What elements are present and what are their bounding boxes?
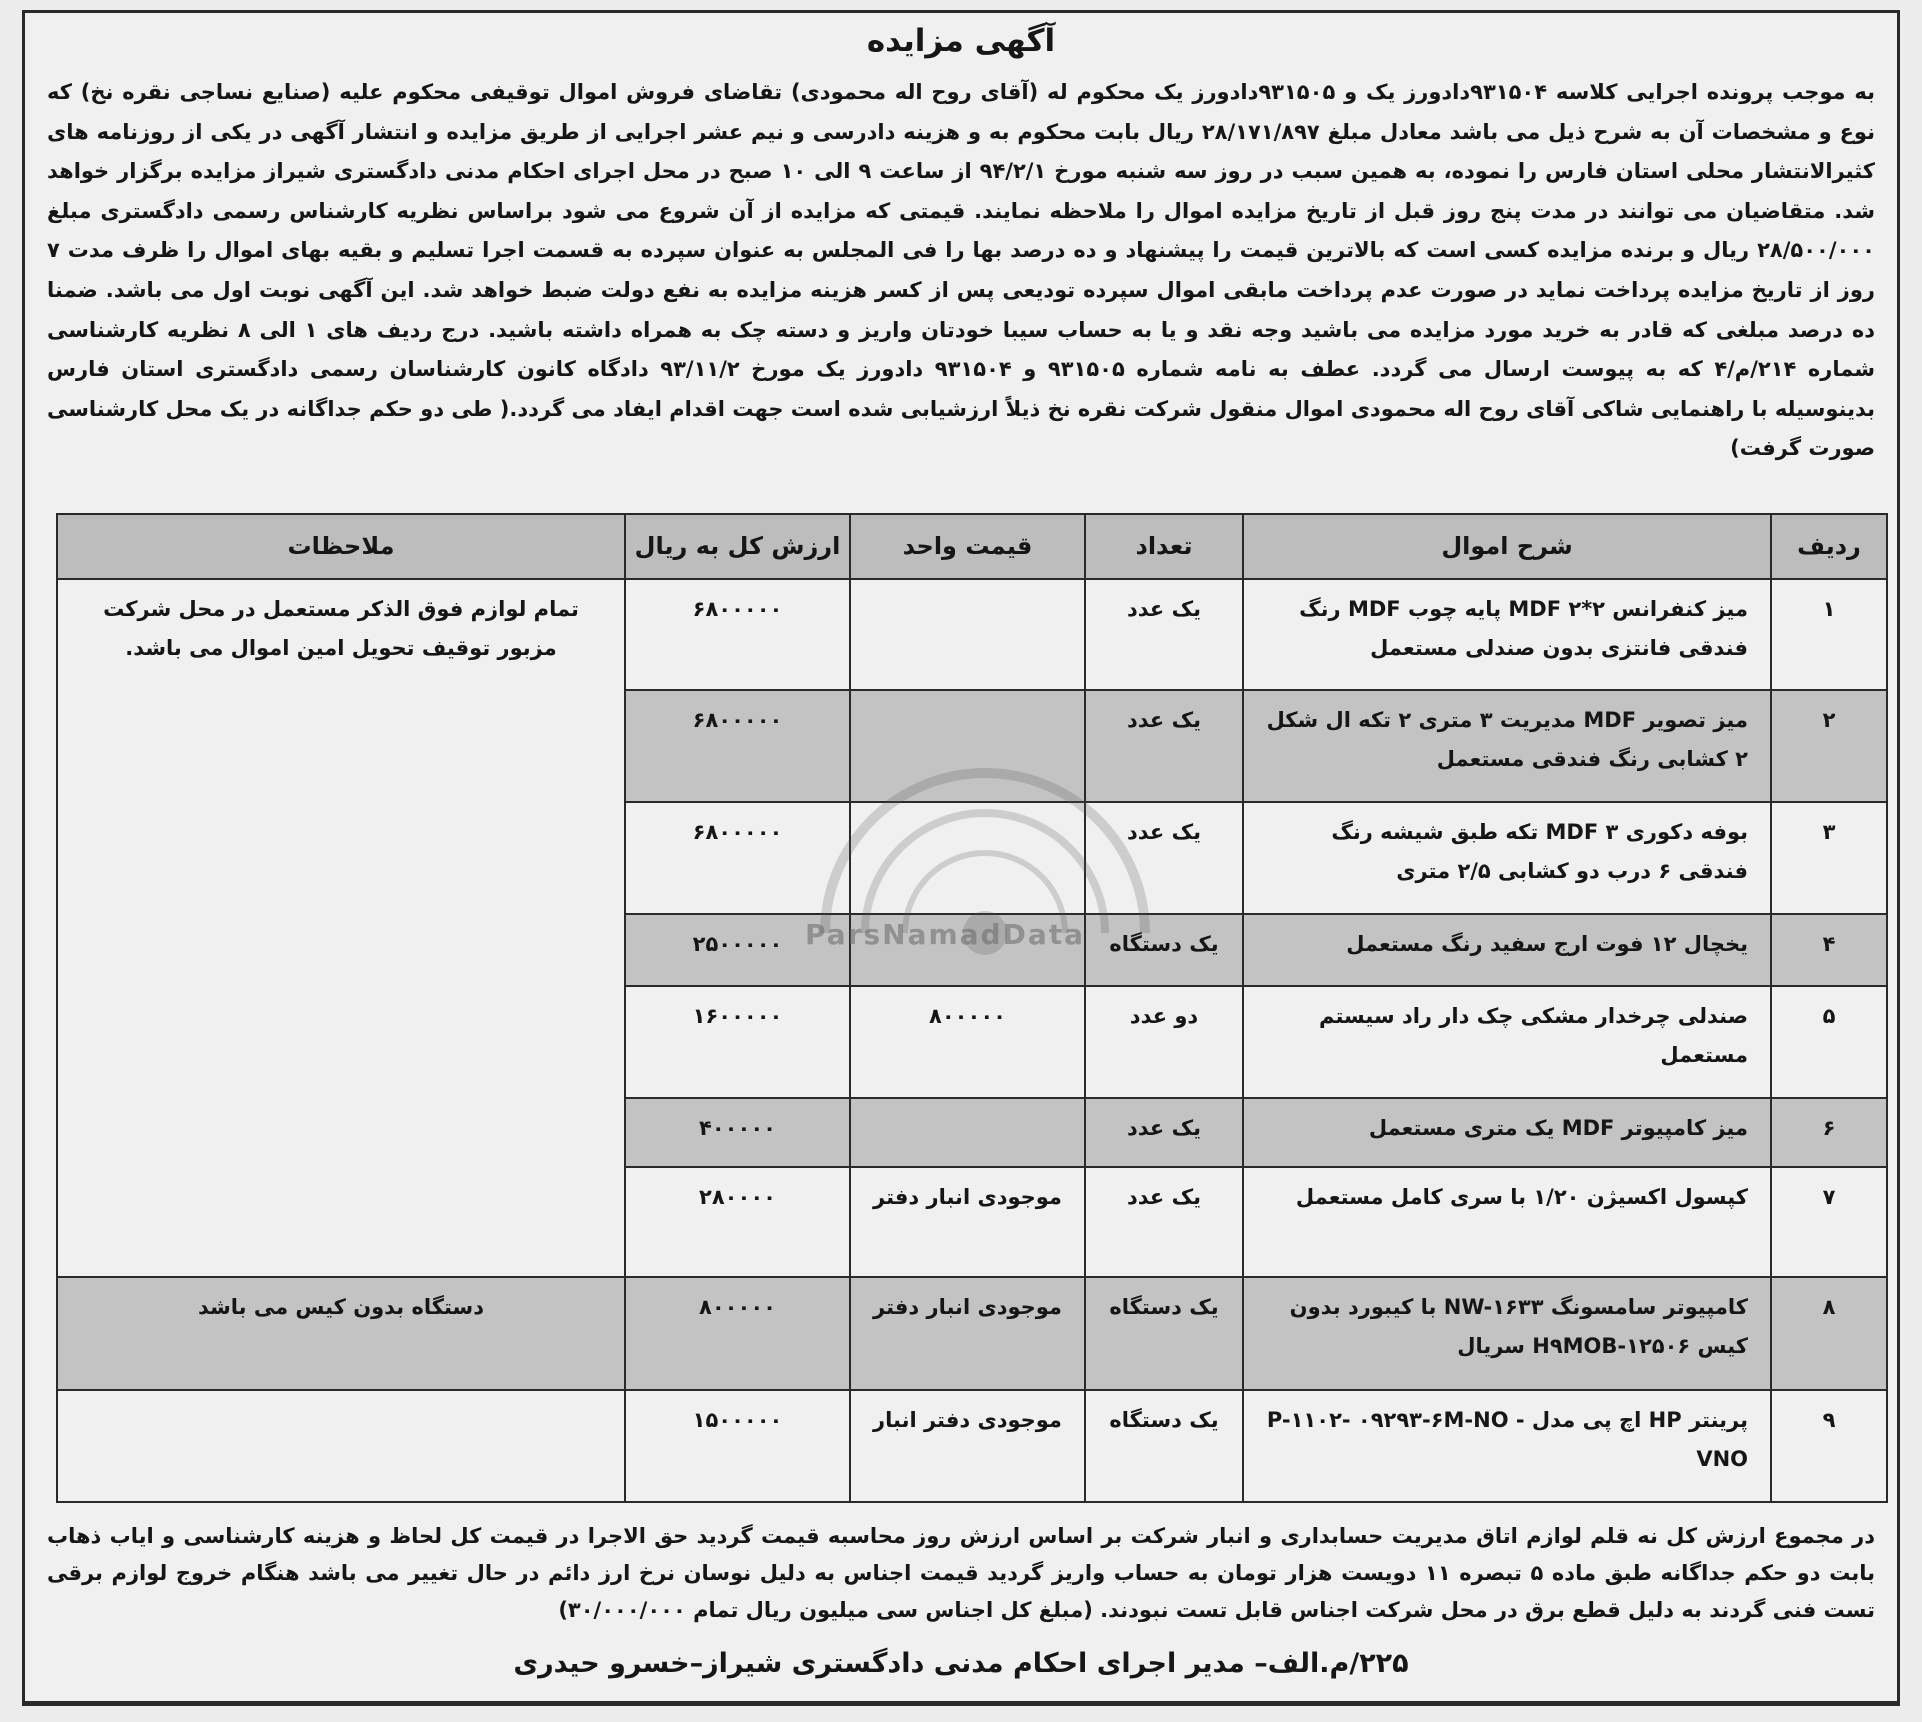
row-unit-price: موجودی انبار دفتر <box>850 1277 1085 1389</box>
table-header-row <box>57 514 1887 579</box>
notice-title: آگهی مزایده <box>866 23 1056 59</box>
row-number: ۹ <box>1771 1390 1887 1502</box>
row-description: بوفه دکوری MDF ۳ تکه طبق شیشه رنگ فندقی ۶ درب دو کشابی ۲/۵ متری <box>1243 802 1771 914</box>
row-number: ۱ <box>1771 579 1887 689</box>
row-description: کامپیوتر سامسونگ NW-۱۶۳۳ با کیبورد بدون کیس H۹MOB-۱۲۵۰۶ سریال <box>1243 1277 1771 1389</box>
watermark-text: ParsNamadData <box>805 918 1085 951</box>
row-total-value: ۱۶۰۰۰۰۰ <box>625 986 850 1098</box>
row-quantity: یک دستگاه <box>1085 1390 1243 1502</box>
table-row <box>57 1277 1887 1389</box>
auction-notice <box>22 10 1900 1706</box>
header-quantity: تعداد <box>1085 514 1243 579</box>
row-number: ۳ <box>1771 802 1887 914</box>
notice-signature: ۲۲۵/م.الف– مدیر اجرای احکام مدنی دادگستری شیراز–خسرو حیدری <box>513 1648 1409 1679</box>
row-number: ۶ <box>1771 1098 1887 1167</box>
row-description: میز کامپیوتر MDF یک متری مستعمل <box>1243 1098 1771 1167</box>
row-quantity: یک دستگاه <box>1085 1277 1243 1389</box>
row-total-value: ۲۸۰۰۰۰ <box>625 1167 850 1277</box>
row-unit-price: موجودی دفتر انبار <box>850 1390 1085 1502</box>
row-unit-price <box>850 802 1085 914</box>
header-description: شرح اموال <box>1243 514 1771 579</box>
header-row-number: ردیف <box>1771 514 1887 579</box>
row-total-value: ۶۸۰۰۰۰۰ <box>625 802 850 914</box>
row-description: یخچال ۱۲ فوت ارج سفید رنگ مستعمل <box>1243 914 1771 985</box>
row-unit-price <box>850 1098 1085 1167</box>
row-number: ۷ <box>1771 1167 1887 1277</box>
row-quantity: یک عدد <box>1085 690 1243 802</box>
row-total-value: ۱۵۰۰۰۰۰ <box>625 1390 850 1502</box>
row-quantity: دو عدد <box>1085 986 1243 1098</box>
row-unit-price: ۸۰۰۰۰۰ <box>850 986 1085 1098</box>
row-number: ۵ <box>1771 986 1887 1098</box>
row-total-value: ۶۸۰۰۰۰۰ <box>625 690 850 802</box>
row-number: ۴ <box>1771 914 1887 985</box>
row-quantity: یک دستگاه <box>1085 914 1243 985</box>
row-quantity: یک عدد <box>1085 1167 1243 1277</box>
table-row <box>57 579 1887 689</box>
header-notes: ملاحظات <box>57 514 625 579</box>
row-notes-group: تمام لوازم فوق الذکر مستعمل در محل شرکت مزبور توقیف تحویل امین اموال می باشد. <box>57 579 625 1277</box>
row-description: پرینتر HP اچ پی مدل P-۱۱۰۲- ۰۹۲۹۳-۶M-NO -VNO <box>1243 1390 1771 1502</box>
row-quantity: یک عدد <box>1085 802 1243 914</box>
row-total-value: ۲۵۰۰۰۰۰ <box>625 914 850 985</box>
row-description: صندلی چرخدار مشکی چک دار راد سیستم مستعمل <box>1243 986 1771 1098</box>
header-unit-price: قیمت واحد <box>850 514 1085 579</box>
row-number: ۸ <box>1771 1277 1887 1389</box>
row-description: میز کنفرانس MDF ۲*۲ پایه چوب MDF رنگ فندقی فانتزی بدون صندلی مستعمل <box>1243 579 1771 689</box>
bottom-divider <box>25 1701 1897 1704</box>
row-description: کپسول اکسیژن ۱/۲۰ با سری کامل مستعمل <box>1243 1167 1771 1277</box>
row-unit-price <box>850 690 1085 802</box>
row-unit-price <box>850 579 1085 689</box>
items-table <box>56 513 1888 1503</box>
row-description: میز تصویر MDF مدیریت ۳ متری ۲ تکه ال شکل ۲ کشابی رنگ فندقی مستعمل <box>1243 690 1771 802</box>
row-number: ۲ <box>1771 690 1887 802</box>
row-notes: دستگاه بدون کیس می باشد <box>57 1277 625 1389</box>
row-total-value: ۶۸۰۰۰۰۰ <box>625 579 850 689</box>
row-notes-empty <box>57 1390 625 1502</box>
row-total-value: ۴۰۰۰۰۰ <box>625 1098 850 1167</box>
notice-footer: در مجموع ارزش کل نه قلم لوازم اتاق مدیریت حسابداری و انبار شرکت بر اساس ارزش روز محاسبه قیمت گردید حق الاجرا در قیمت کل لحاظ و هزینه کارشناسی و ایاب ذهاب بابت دو حکم جداگانه طبق ماده ۵ تبصره ۱۱ دویست هزار تومان به حساب واریز گردید قیمت اجناس به دلیل نوسان نرخ ارز دائم در حال تغییر می باشد هنگام خروج لوازم برقی تست فنی گردند به دلیل قطع برق در محل شرکت اجناس قابل تست نبودند. (مبلغ کل اجناس سی میلیون ریال تمام ۳۰/۰۰۰/۰۰۰) <box>47 1524 1875 1622</box>
row-total-value: ۸۰۰۰۰۰ <box>625 1277 850 1389</box>
notice-body: به موجب پرونده اجرایی کلاسه ۹۳۱۵۰۴دادورز یک و ۹۳۱۵۰۵دادورز یک محکوم له (آقای روح اله محمودی) تقاضای فروش اموال توقیفی محکوم علیه (صنایع نساجی نقره نخ) که نوع و مشخصات آن به شرح ذیل می باشد معادل مبلغ ۲۸/۱۷۱/۸۹۷ ریال بابت محکوم به و هزینه دادرسی و نیم عشر اجرایی از طریق مزایده و انتشار آگهی در یکی از روزنامه های کثیرالانتشار محلی استان فارس را نموده، به همین سبب در روز سه شنبه مورخ ۹۴/۲/۱ از ساعت ۹ الی ۱۰ صبح در محل اجرای احکام مدنی دادگستری شیراز مزایده برگزار خواهد شد. متقاضیان می توانند در مدت پنج روز قبل از تاریخ مزایده اموال را ملاحظه نمایند. قیمتی که مزایده از آن شروع می شود براساس نظریه کارشناس رسمی دادگستری مبلغ ۲۸/۵۰۰/۰۰۰ ریال و برنده مزایده کسی است که بالاترین قیمت را پیشنهاد و ده درصد بها را فی المجلس به عنوان سپرده به قسمت اجرا تسلیم و بقیه بهای اموال را ظرف مدت ۷ روز از تاریخ مزایده پرداخت نماید در صورت عدم پرداخت مابقی اموال سپرده تودیعی پس از کسر هزینه مزایده به نفع دولت ضبط خواهد شد. این آگهی نوبت اول می باشد. ضمنا ده درصد مبلغی که قادر به خرید مورد مزایده می باشید وجه نقد و یا به حساب سیبا خودتان واریز و دسته چک به همراه داشته باشید. درج ردیف های ۱ الی ۸ نظریه کارشناسی شماره ۲۱۴/م/۴ که به پیوست ارسال می گردد. عطف به نامه شماره ۹۳۱۵۰۵ و ۹۳۱۵۰۴ دادورز یک مورخ ۹۳/۱۱/۲ دادگاه کانون کارشناسان رسمی دادگستری استان فارس بدینوسیله با راهنمایی شاکی آقای روح اله محمودی اموال منقول شرکت نقره نخ ذیلاً ارزشیابی شده است جهت اقدام ایفاد می گردد.( طی دو حکم جداگانه در یک محل کارشناسی صورت گرفت) <box>47 80 1876 461</box>
row-unit-price: موجودی انبار دفتر <box>850 1167 1085 1277</box>
header-total-value: ارزش کل به ریال <box>625 514 850 579</box>
row-quantity: یک عدد <box>1085 579 1243 689</box>
row-quantity: یک عدد <box>1085 1098 1243 1167</box>
table-row <box>57 1390 1887 1502</box>
